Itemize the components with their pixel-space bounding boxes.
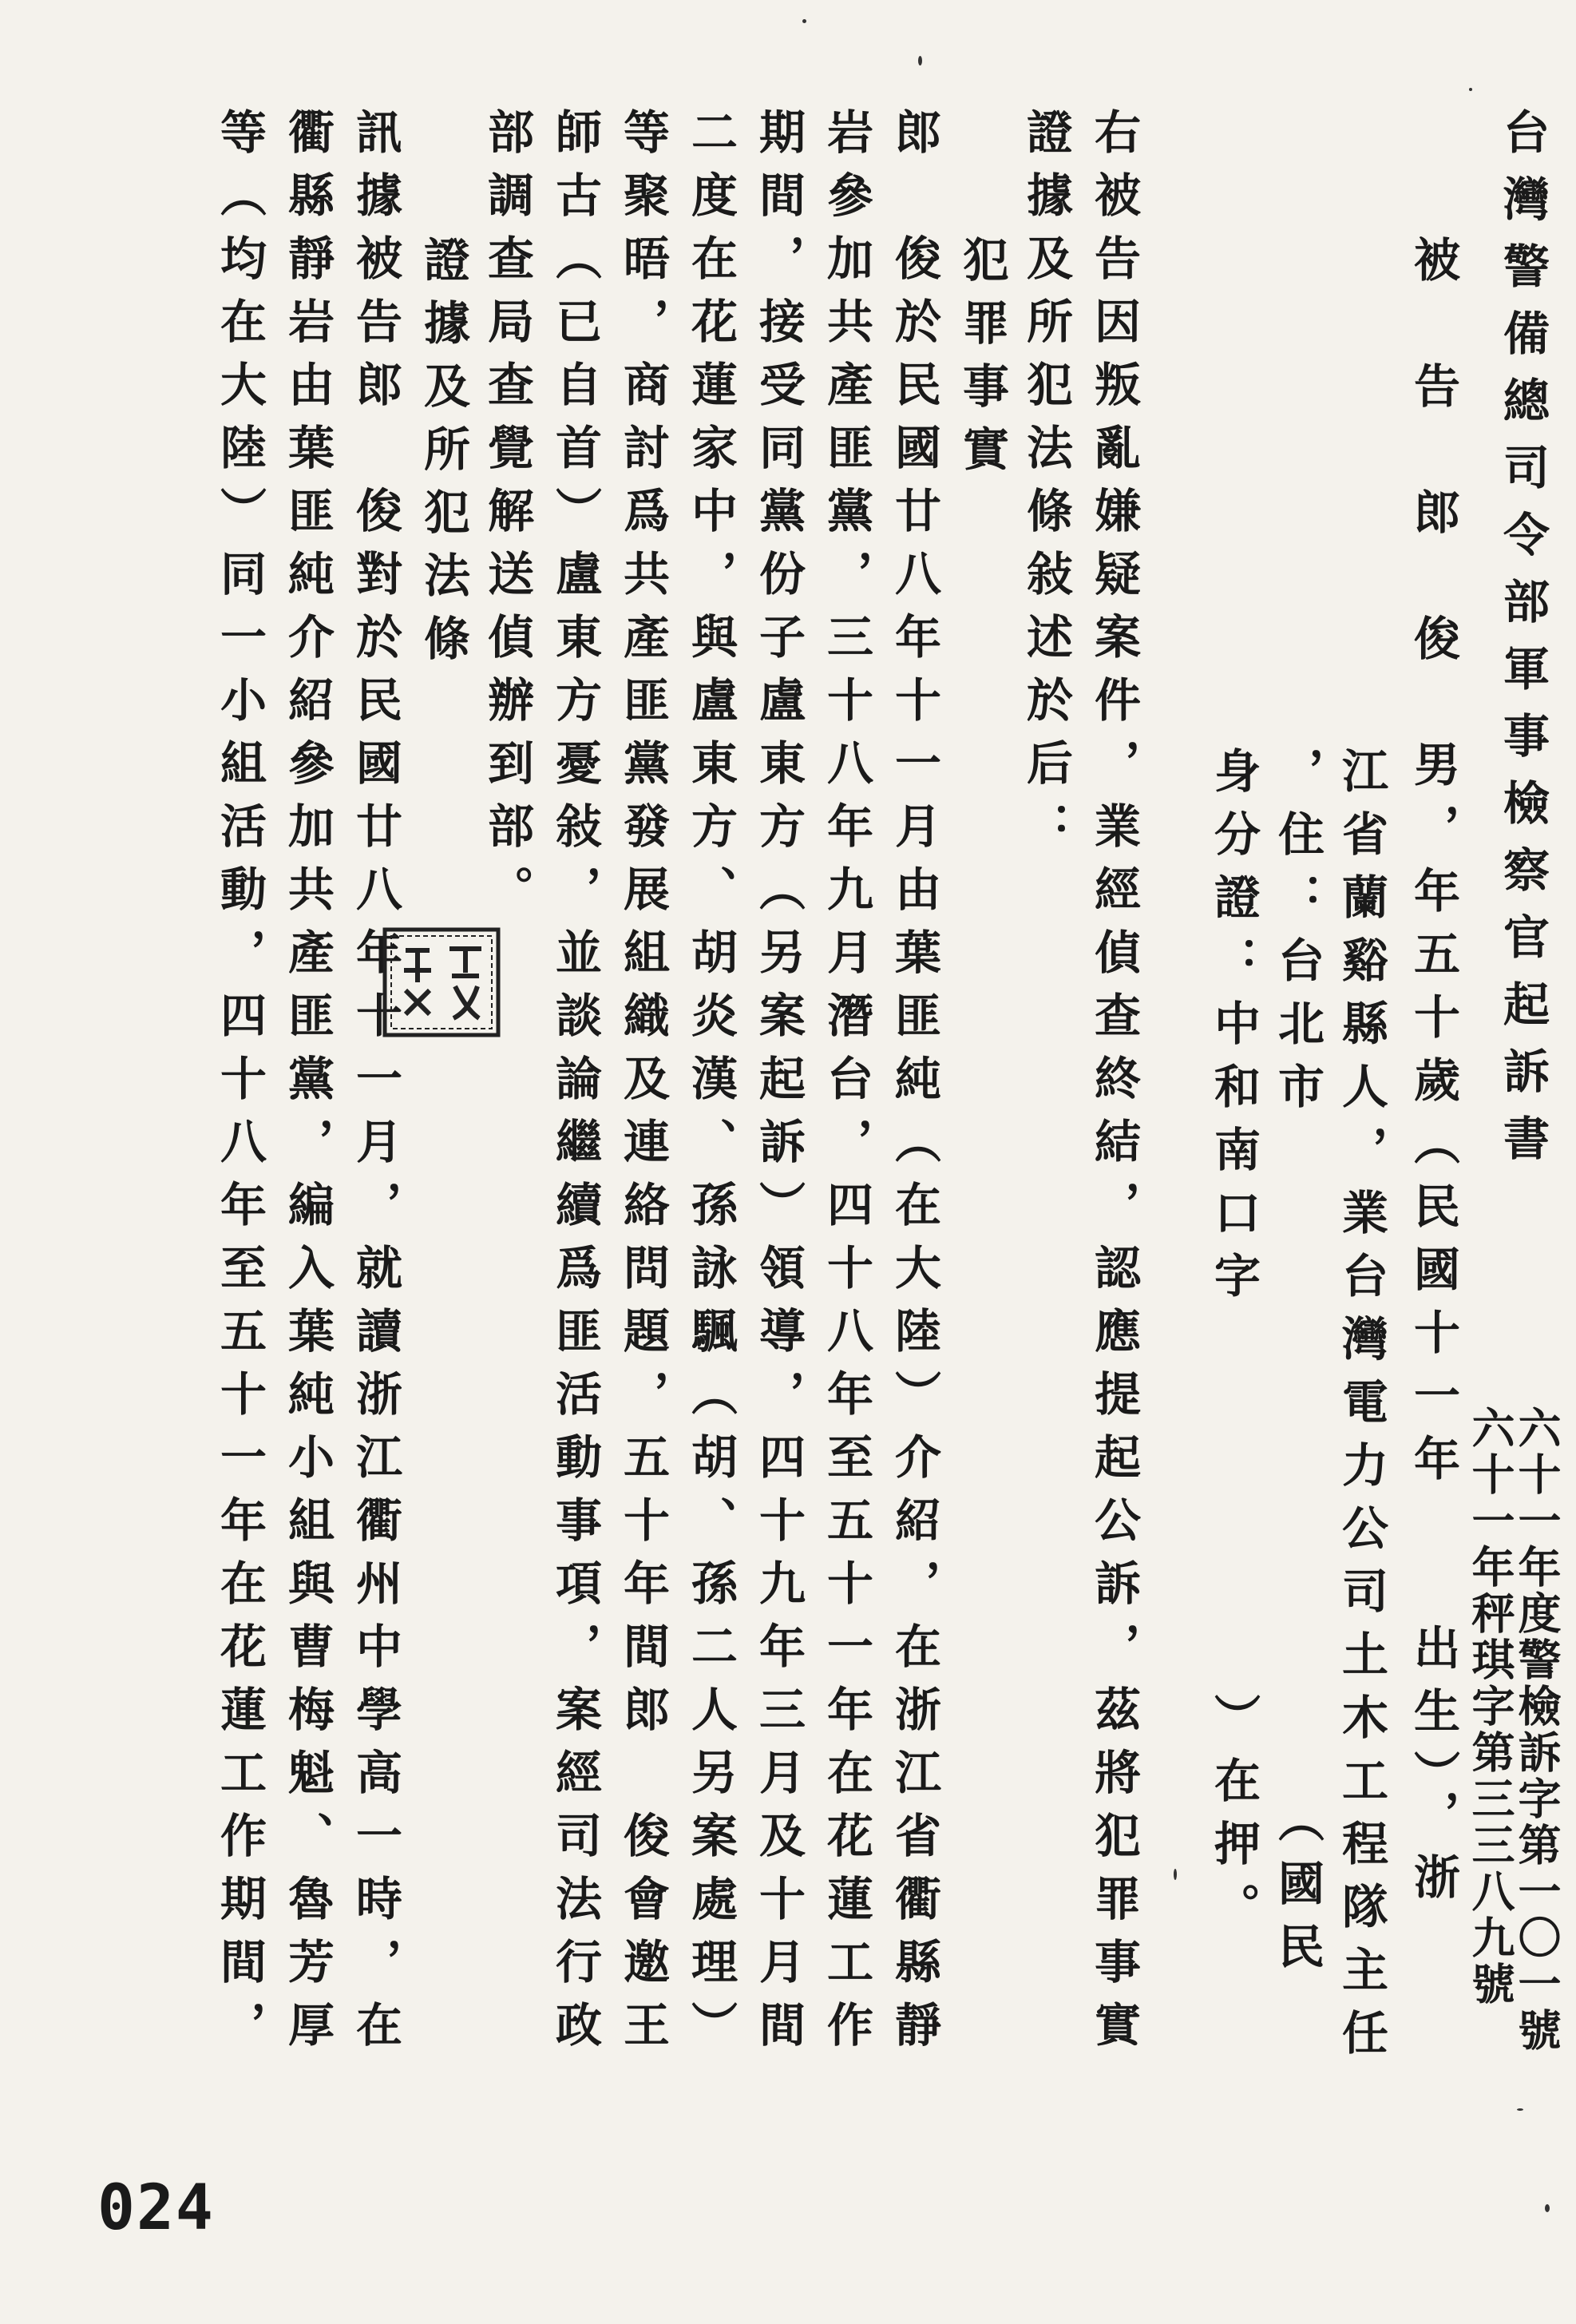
evidence-line-3: 等（均在大陸）同一小組活動，四十八年至五十一年在花蓮工作期間， (212, 108, 267, 2064)
facts-line-3: 期間，接受同黨份子盧東方（另案起訴）領導，四十九年三月及十月間 (751, 108, 806, 2064)
scan-speck (1545, 2204, 1550, 2212)
section-heading-evidence: 證據及所犯法條 (416, 236, 470, 677)
case-number-1: 六十一年度警檢訴字第一〇一號 (1511, 1406, 1562, 2054)
evidence-line-2: 衢縣靜岩由葉匪純介紹參加共產匪黨，編入葉純小組與曹梅魁、魯芳厚 (280, 108, 335, 2064)
facts-line-1: 郎 俊於民國廿八年十一月由葉匪純（在大陸）介紹，在浙江省衢縣靜 (887, 108, 941, 2064)
page-number: 024 (97, 2172, 215, 2244)
defendant-line-1: 被 告 郎 俊 男，年五十歲（民國十一年 出生），浙 (1406, 236, 1460, 1916)
facts-line-5: 等聚晤，商討爲共產匪黨發展組織及連絡問題，五十年間郎 俊會邀王 (616, 108, 670, 2064)
scan-speck (1174, 1869, 1177, 1880)
defendant-line-2: 江省蘭谿縣人，業台灣電力公司土木工程隊主任 (1334, 747, 1388, 2072)
facts-line-7: 部調查局查覺解送偵辦到部。 (480, 108, 534, 928)
defendant-line-4: 身分證：中和南口字 ）在押。 (1206, 747, 1261, 1945)
facts-line-6: 師古（已自首）盧東方憂敍，並談論繼續爲匪活動事項，案經司法行政 (548, 108, 602, 2064)
intro-line-1: 右被告因叛亂嫌疑案件，業經偵查終結，認應提起公訴，茲將犯罪事實 (1087, 108, 1141, 2064)
facts-line-2: 岩參加共產匪黨，三十八年九月潛台，四十八年至五十一年在花蓮工作 (819, 108, 873, 2064)
document-title: 台灣警備總司令部軍事檢察官起訴書 (1495, 108, 1550, 1181)
case-number-2: 六十一年秤琪字第三三八九號 (1465, 1406, 1516, 2008)
scan-speck (1469, 88, 1472, 91)
evidence-line-1: 訊據被告郎 俊對於民國廿八年十一月，就讀浙江衢州中學高一時，在 (348, 108, 402, 2064)
section-heading-facts: 犯罪事實 (955, 236, 1009, 488)
facts-line-4: 二度在花蓮家中，與盧東方、胡炎漢、孫詠颿（胡、孫二人另案處理） (683, 108, 738, 2064)
scan-speck (918, 56, 922, 65)
intro-line-2: 證據及所犯法條敍述於后： (1019, 108, 1073, 865)
scan-speck (1517, 2108, 1523, 2111)
scan-speck (802, 19, 806, 23)
seal-stamp-icon (382, 926, 501, 1038)
defendant-line-3: ，住：台北市 （國民 (1270, 747, 1325, 1985)
